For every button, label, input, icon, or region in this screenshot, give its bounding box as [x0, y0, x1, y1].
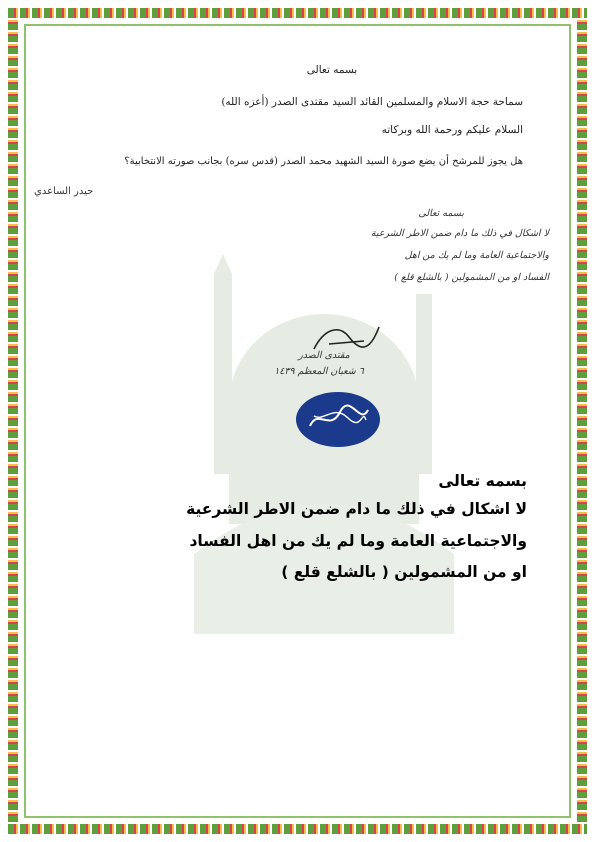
handwritten-line: والاجتماعية العامة وما لم يك من اهل [404, 250, 549, 261]
letter-greeting: السلام عليكم ورحمة الله وبركاته [381, 124, 523, 136]
handwritten-line: بسمه تعالى [418, 208, 464, 219]
signature-name: مقتدى الصدر [298, 350, 350, 361]
official-seal [296, 392, 380, 447]
handwritten-line: لا اشكال في ذلك ما دام ضمن الاطر الشرعية [370, 228, 549, 239]
signature-date: ٦ شعبان المعظم ١٤٣٩ [274, 366, 364, 377]
answer-line: لا اشكال في ذلك ما دام ضمن الاطر الشرعية [186, 500, 527, 518]
letter-sheet [24, 24, 571, 818]
answer-line: والاجتماعية العامة وما لم يك من اهل الفساد [189, 532, 527, 550]
letter-question: هل يجوز للمرشح أن يضع صورة السيد الشهيد محمد الصدر (قدس سره) بجانب صورته الانتخابية؟ [124, 156, 523, 167]
handwritten-line: الفساد او من المشمولين ( بالشلع قلع ) [394, 272, 549, 283]
letter-sender: حيدر الساعدي [34, 186, 94, 197]
seal-icon [296, 392, 380, 447]
answer-line: او من المشمولين ( بالشلع قلع ) [281, 563, 527, 581]
letter-basmala: بسمه تعالى [306, 64, 358, 76]
letter-addressee: سماحة حجة الاسلام والمسلمين القائد السيد مقتدى الصدر (أعزه الله) [221, 96, 523, 108]
answer-line: بسمه تعالى [438, 472, 527, 490]
